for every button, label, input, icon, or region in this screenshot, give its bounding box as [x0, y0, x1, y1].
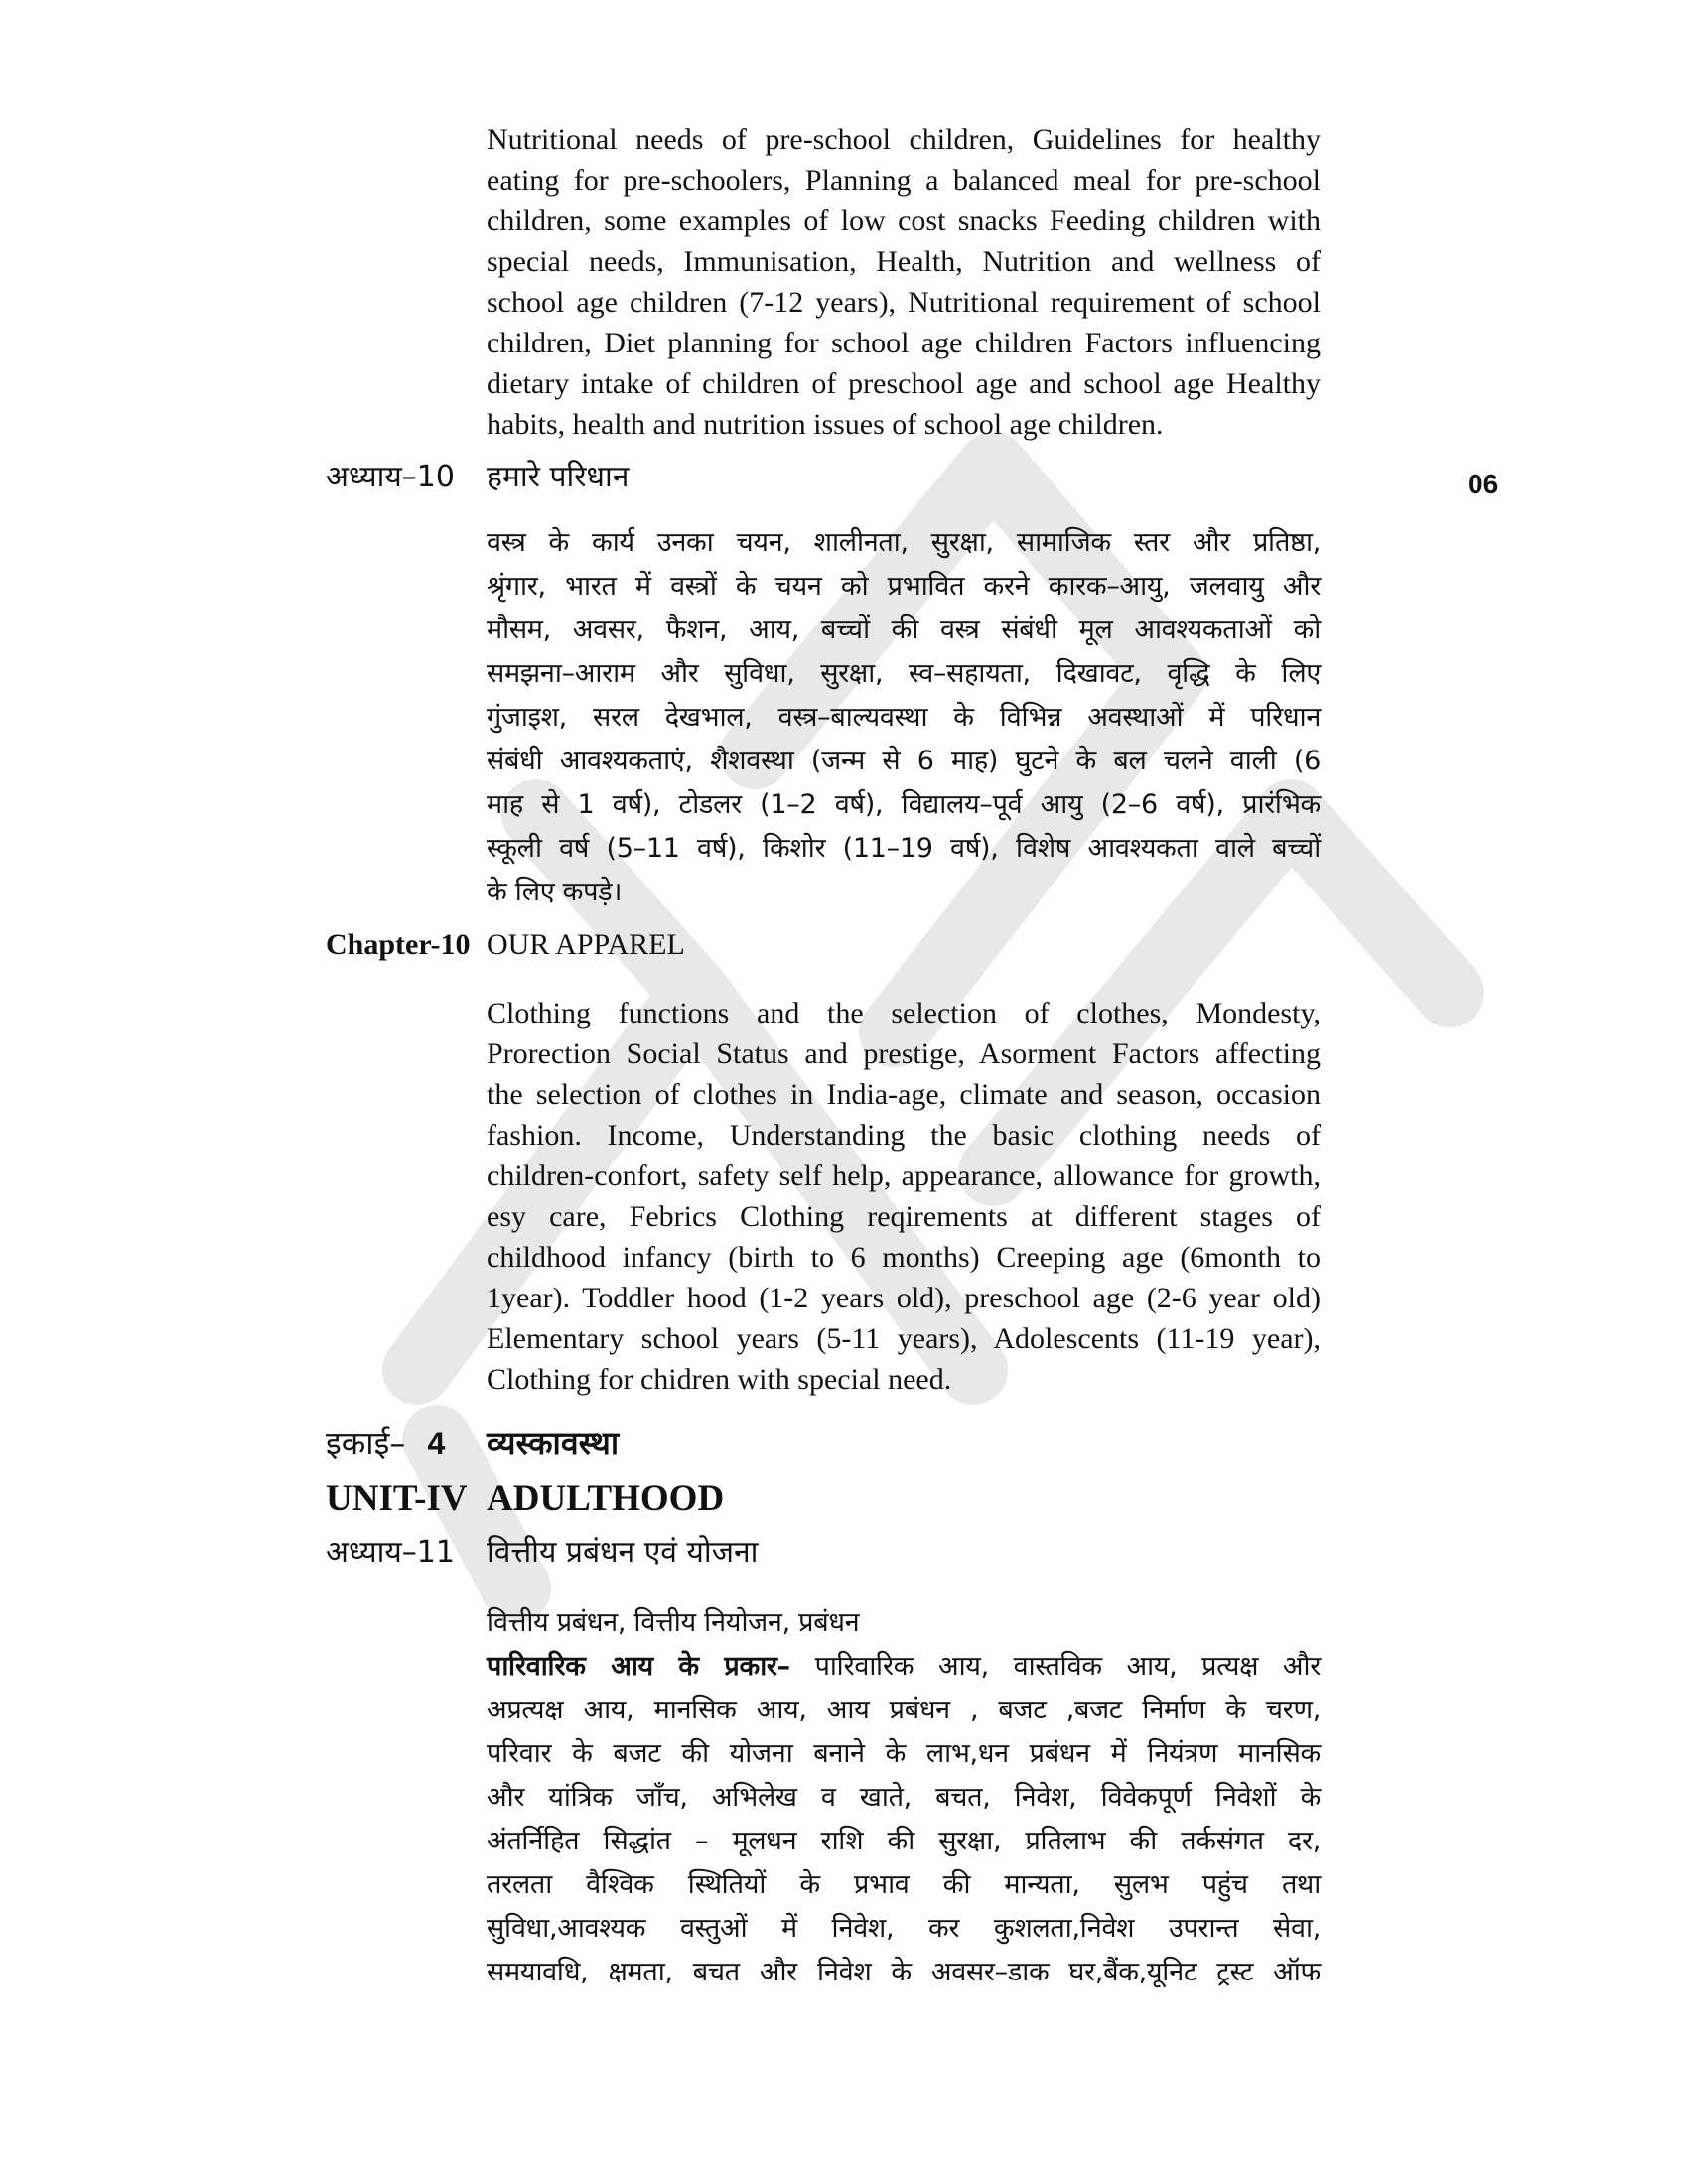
- paragraph-line: माह से 1 वर्ष), टोडलर (1–2 वर्ष), विद्यालय–पूर्व आयु (2–6 वर्ष), प्रारंभिक: [487, 789, 1321, 820]
- unit-label: UNIT-IV: [326, 1478, 468, 1519]
- chapter-title: OUR APPAREL: [487, 928, 685, 961]
- chapter-title: वित्तीय प्रबंधन एवं योजना: [487, 1535, 759, 1570]
- bold-lead: पारिवारिक आय के प्रकार–: [487, 1651, 790, 1682]
- paragraph-line: स्कूली वर्ष (5–11 वर्ष), किशोर (11–19 वर्ष), विशेष आवश्यकता वाले बच्चों: [487, 833, 1321, 864]
- paragraph-line: children-confort, safety self help, appearance, allowance for growth,: [487, 1160, 1321, 1192]
- paragraph-line: श्रृंगार, भारत में वस्त्रों के चयन को प्रभावित करने कारक–आयु, जलवायु और: [487, 571, 1321, 602]
- unit-label: [326, 1426, 445, 1461]
- unit-title: व्यस्कावस्था: [487, 1425, 620, 1462]
- paragraph-line: वस्त्र के कार्य उनका चयन, शालीनता, सुरक्षा, सामाजिक स्तर और प्रतिष्ठा,: [487, 527, 1321, 558]
- unit-number: 4: [427, 1426, 446, 1461]
- paragraph-line: 1year). Toddler hood (1-2 years old), preschool age (2-6 year old): [487, 1282, 1321, 1314]
- paragraph-line: Elementary school years (5-11 years), Adolescents (11-19 year),: [487, 1322, 1321, 1355]
- paragraph-line: school age children (7-12 years), Nutritional requirement of school: [487, 286, 1321, 319]
- paragraph-line: childhood infancy (birth to 6 months) Creeping age (6month to: [487, 1241, 1321, 1274]
- chapter-title: हमारे परिधान: [487, 460, 630, 494]
- lead-rest: पारिवारिक आय, वास्तविक आय, प्रत्यक्ष और: [789, 1651, 1321, 1682]
- paragraph-line: गुंजाइश, सरल देखभाल, वस्त्र–बाल्यवस्था के विभिन्न अवस्थाओं में परिधान: [487, 702, 1321, 733]
- paragraph-line: habits, health and nutrition issues of school age children.: [487, 408, 1164, 441]
- paragraph-line: Nutritional needs of pre-school children, Guidelines for healthy: [487, 123, 1321, 156]
- unit-label-text: इकाई–: [326, 1425, 406, 1462]
- chapter-label: Chapter-10: [326, 928, 471, 961]
- paragraph-line: समझना–आराम और सुविधा, सुरक्षा, स्व–सहायता, दिखावट, वृद्धि के लिए: [487, 658, 1321, 689]
- paragraph-line: Prorection Social Status and prestige, Asorment Factors affecting: [487, 1037, 1321, 1070]
- paragraph-line: वित्तीय प्रबंधन, वित्तीय नियोजन, प्रबंधन: [487, 1607, 860, 1638]
- paragraph-line: the selection of clothes in India-age, climate and season, occasion: [487, 1078, 1321, 1111]
- paragraph-line: dietary intake of children of preschool age and school age Healthy: [487, 367, 1321, 400]
- paragraph-line: के लिए कपड़े।: [487, 877, 623, 907]
- paragraph-line: eating for pre-schoolers, Planning a balanced meal for pre-school: [487, 164, 1321, 197]
- marks-value: 06: [1468, 469, 1499, 499]
- paragraph-line: Clothing for chidren with special need.: [487, 1363, 952, 1396]
- paragraph-line: संबंधी आवश्यकताएं, शैशवस्था (जन्म से 6 माह) घुटने के बल चलने वाली (6: [487, 746, 1321, 776]
- paragraph-line: fashion. Income, Understanding the basic clothing needs of: [487, 1119, 1321, 1152]
- paragraph-line: esy care, Febrics Clothing reqirements at different stages of: [487, 1200, 1321, 1233]
- paragraph-line: मौसम, अवसर, फैशन, आय, बच्चों की वस्त्र संबंधी मूल आवश्यकताओं को: [487, 614, 1321, 645]
- paragraph-line: अप्रत्यक्ष आय, मानसिक आय, आय प्रबंधन , बजट ,बजट निर्माण के चरण,: [487, 1695, 1321, 1725]
- paragraph-line: तरलता वैश्विक स्थितियों के प्रभाव की मान्यता, सुलभ पहुंच तथा: [487, 1869, 1321, 1900]
- paragraph-line: [487, 1650, 1321, 1684]
- paragraph-line: सुविधा,आवश्यक वस्तुओं में निवेश, कर कुशलता,निवेश उपरान्त सेवा,: [487, 1913, 1321, 1944]
- paragraph-line: परिवार के बजट की योजना बनाने के लाभ,धन प्रबंधन में नियंत्रण मानसिक: [487, 1738, 1321, 1769]
- paragraph-line: children, some examples of low cost snacks Feeding children with: [487, 205, 1321, 237]
- paragraph-line: special needs, Immunisation, Health, Nutrition and wellness of: [487, 245, 1321, 278]
- paragraph-line: Clothing functions and the selection of clothes, Mondesty,: [487, 997, 1321, 1029]
- paragraph-line: children, Diet planning for school age children Factors influencing: [487, 327, 1321, 359]
- paragraph-line: और यांत्रिक जाँच, अभिलेख व खाते, बचत, निवेश, विवेकपूर्ण निवेशों के: [487, 1782, 1321, 1813]
- paragraph-line: समयावधि, क्षमता, बचत और निवेश के अवसर–डाक घर,बैंक,यूनिट ट्रस्ट ऑफ: [487, 1957, 1321, 1987]
- chapter-label: अध्याय–11: [326, 1535, 455, 1570]
- chapter-label: अध्याय–10: [326, 460, 455, 494]
- paragraph-line: अंतर्निहित सिद्धांत – मूलधन राशि की सुरक्षा, प्रतिलाभ की तर्कसंगत दर,: [487, 1826, 1321, 1856]
- unit-title: ADULTHOOD: [487, 1478, 725, 1519]
